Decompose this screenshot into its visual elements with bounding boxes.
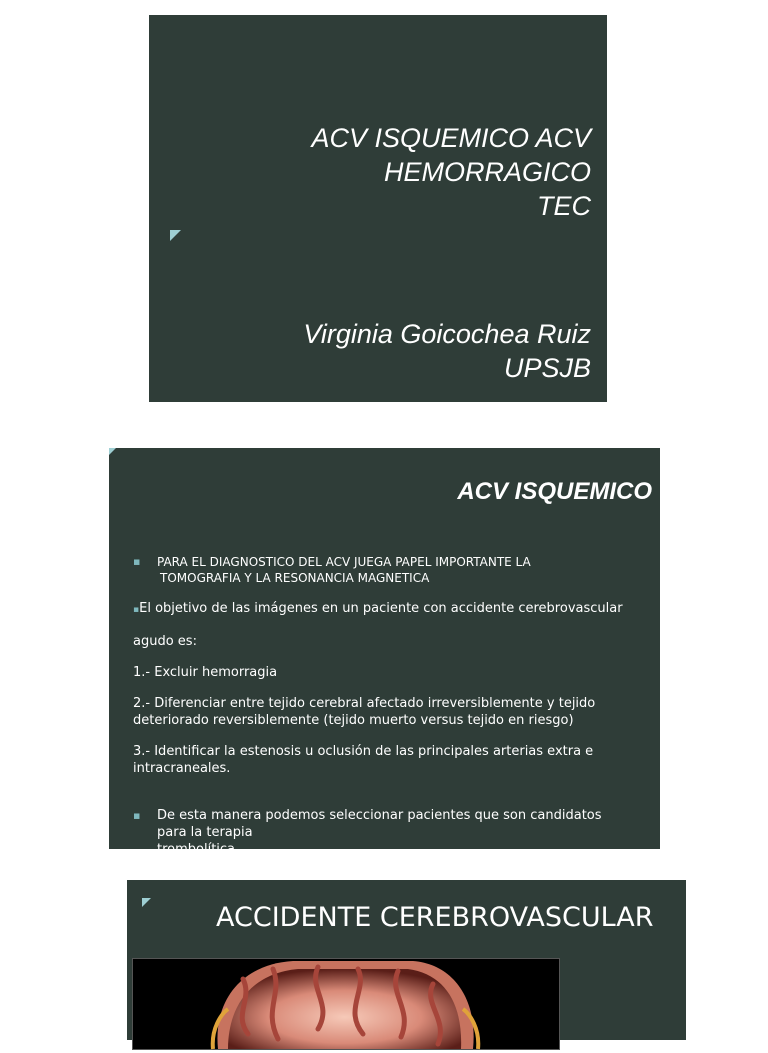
- bullet-text: TOMOGRAFIA Y LA RESONANCIA MAGNETICA: [160, 571, 430, 585]
- list-item: 1.- Excluir hemorragia: [133, 665, 278, 680]
- list-item: [133, 743, 648, 777]
- title-line: HEMORRAGICO: [383, 157, 591, 187]
- bullet-square-icon: ▪: [133, 605, 140, 615]
- slide-1-author: [151, 317, 591, 385]
- bullet-text: PARA EL DIAGNOSTICO DEL ACV JUEGA PAPEL IMPORTANTE LA: [157, 555, 531, 569]
- slide-2-title: ACV ISQUEMICO: [457, 478, 652, 505]
- slide-2-body: [133, 554, 648, 858]
- corner-triangle-icon: [170, 230, 181, 241]
- intro-text: El objetivo de las imágenes en un paciente con accidente cerebrovascular: [139, 601, 623, 616]
- title-line: ACV ISQUEMICO ACV: [311, 123, 591, 153]
- slide-accidente-cerebrovascular: [127, 880, 686, 1040]
- list-item-text: 2.- Diferenciar entre tejido cerebral afectado irreversiblemente y tejido: [133, 696, 596, 711]
- slide-acv-isquemico: [109, 448, 660, 857]
- intro-paragraph-continued: agudo es:: [133, 634, 197, 649]
- list-item-text: intracraneales.: [133, 761, 231, 776]
- list-item: [133, 695, 648, 729]
- intro-paragraph: [133, 600, 648, 619]
- slide-1-title: [171, 121, 591, 223]
- bullet-text: para la terapia: [157, 825, 253, 840]
- brain-scan-image: [132, 958, 560, 1050]
- list-item-text: 3.- Identificar la estenosis u oclusión de las principales arterias extra e: [133, 744, 594, 759]
- bullet-square-icon: ▪: [133, 809, 141, 822]
- author-institution: UPSJB: [503, 353, 591, 383]
- bullet-item: [133, 554, 648, 586]
- author-name: Virginia Goicochea Ruiz: [303, 319, 591, 349]
- corner-triangle-icon: [109, 448, 116, 455]
- list-item-text: deteriorado reversiblemente (tejido muerto versus tejido en riesgo): [133, 713, 574, 728]
- bullet-text: trombolítica.: [157, 842, 240, 857]
- brain-scan-graphic: [133, 959, 559, 1049]
- bullet-text: De esta manera podemos seleccionar pacientes que son candidatos: [157, 808, 602, 823]
- corner-triangle-icon: [142, 898, 151, 907]
- title-line: TEC: [537, 191, 591, 221]
- slide-3-title: ACCIDENTE CEREBROVASCULAR: [216, 902, 654, 933]
- slide-title: [149, 15, 607, 402]
- bullet-item: [133, 807, 648, 858]
- bullet-square-icon: ▪: [133, 555, 141, 568]
